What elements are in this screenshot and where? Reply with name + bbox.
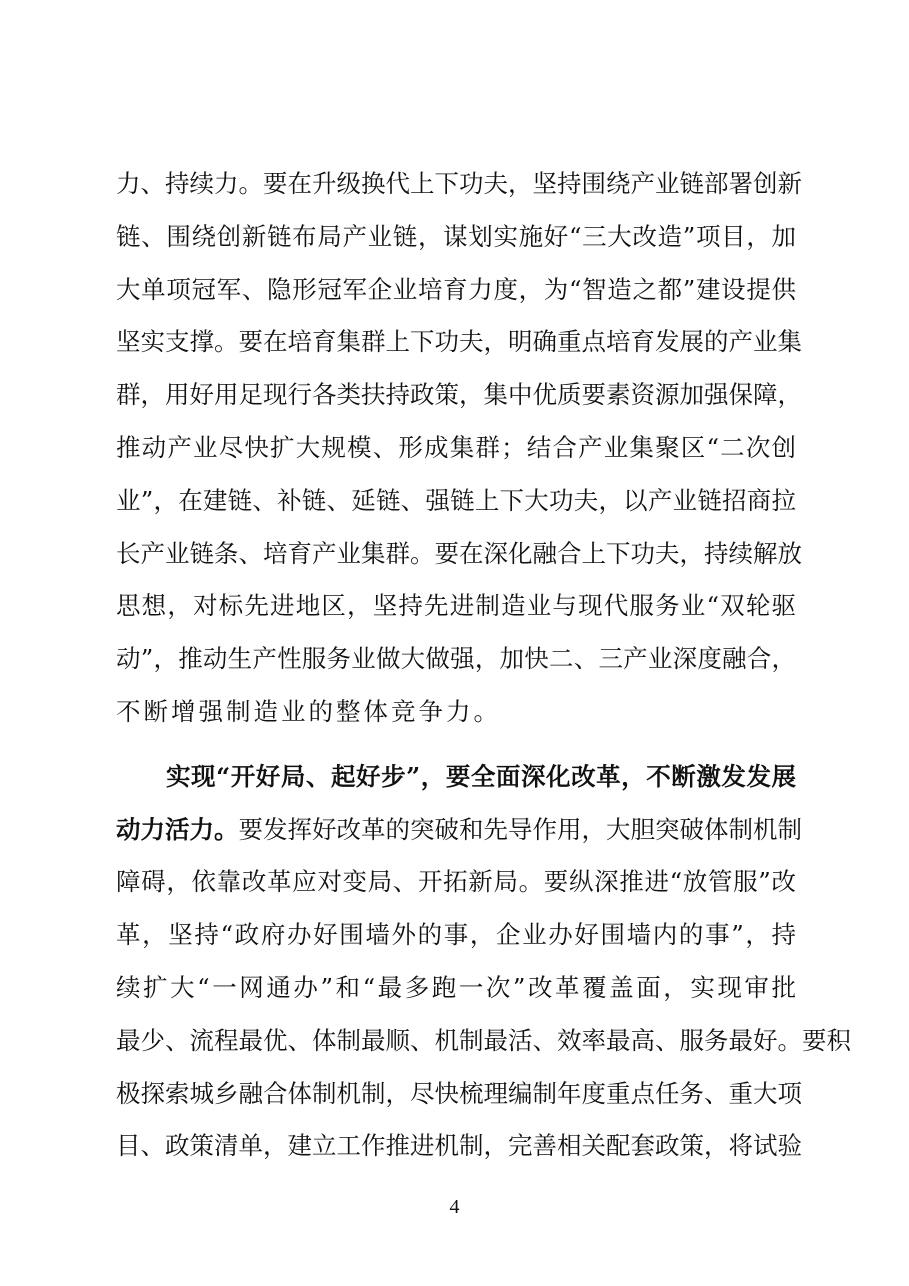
text-line: 动”，推动生产性服务业做大做强，加快二、三产业深度融合， [116,644,796,674]
paragraph-1 [116,158,802,739]
text-line: 续扩大“一网通办”和“最多跑一次”改革覆盖面，实现审批 [116,972,796,1002]
text-line: 链、围绕创新链布局产业链，谋划实施好“三大改造”项目，加 [116,221,796,251]
section-heading-continued: 动力活力。 [116,814,239,844]
text-line: 极探索城乡融合体制机制，尽快梳理编制年度重点任务、重大项 [116,1078,802,1108]
text-line: 不断增强制造业的整体竞争力。 [116,696,501,726]
text-line: 坚实支撑。要在培育集群上下功夫，明确重点培育发展的产业集 [116,327,802,357]
section-heading: 实现“开好局、起好步”，要全面深化改革，不断激发发展 [166,761,796,791]
paragraph-2 [116,751,851,1173]
text-line: 障碍，依靠改革应对变局、开拓新局。要纵深推进“放管服”改 [116,867,796,897]
text-line: 业”，在建链、补链、延链、强链上下大功夫，以产业链招商拉 [116,485,796,515]
text-line: 力、持续力。要在升级换代上下功夫，坚持围绕产业链部署创新 [116,169,802,198]
text-line: 大单项冠军、隐形冠军企业培育力度，为“智造之都”建设提供 [116,274,796,304]
paragraph-spacer [116,739,796,751]
text-line: 长产业链条、培育产业集群。要在深化融合上下功夫，持续解放 [116,538,802,568]
text-line: 革，坚持“政府办好围墙外的事，企业办好围墙内的事”，持 [116,920,796,950]
text-line: 群，用好用足现行各类扶持政策，集中优质要素资源加强保障， [116,380,802,410]
text-line: 推动产业尽快扩大规模、形成集群；结合产业集聚区“二次创 [116,432,796,462]
text-line: 思想，对标先进地区，坚持先进制造业与现代服务业“双轮驱 [116,591,796,621]
text-run: 要发挥好改革的突破和先导作用，大胆突破体制机制 [238,814,802,844]
text-line-mixed [116,804,802,857]
page-number: 4 [449,1196,460,1218]
document-body [116,158,851,1173]
text-line: 最少、流程最优、体制最顺、机制最活、效率最高、服务最好。要积 [116,1025,851,1055]
text-line: 目、政策清单，建立工作推进机制，完善相关配套政策，将试验 [116,1131,802,1161]
